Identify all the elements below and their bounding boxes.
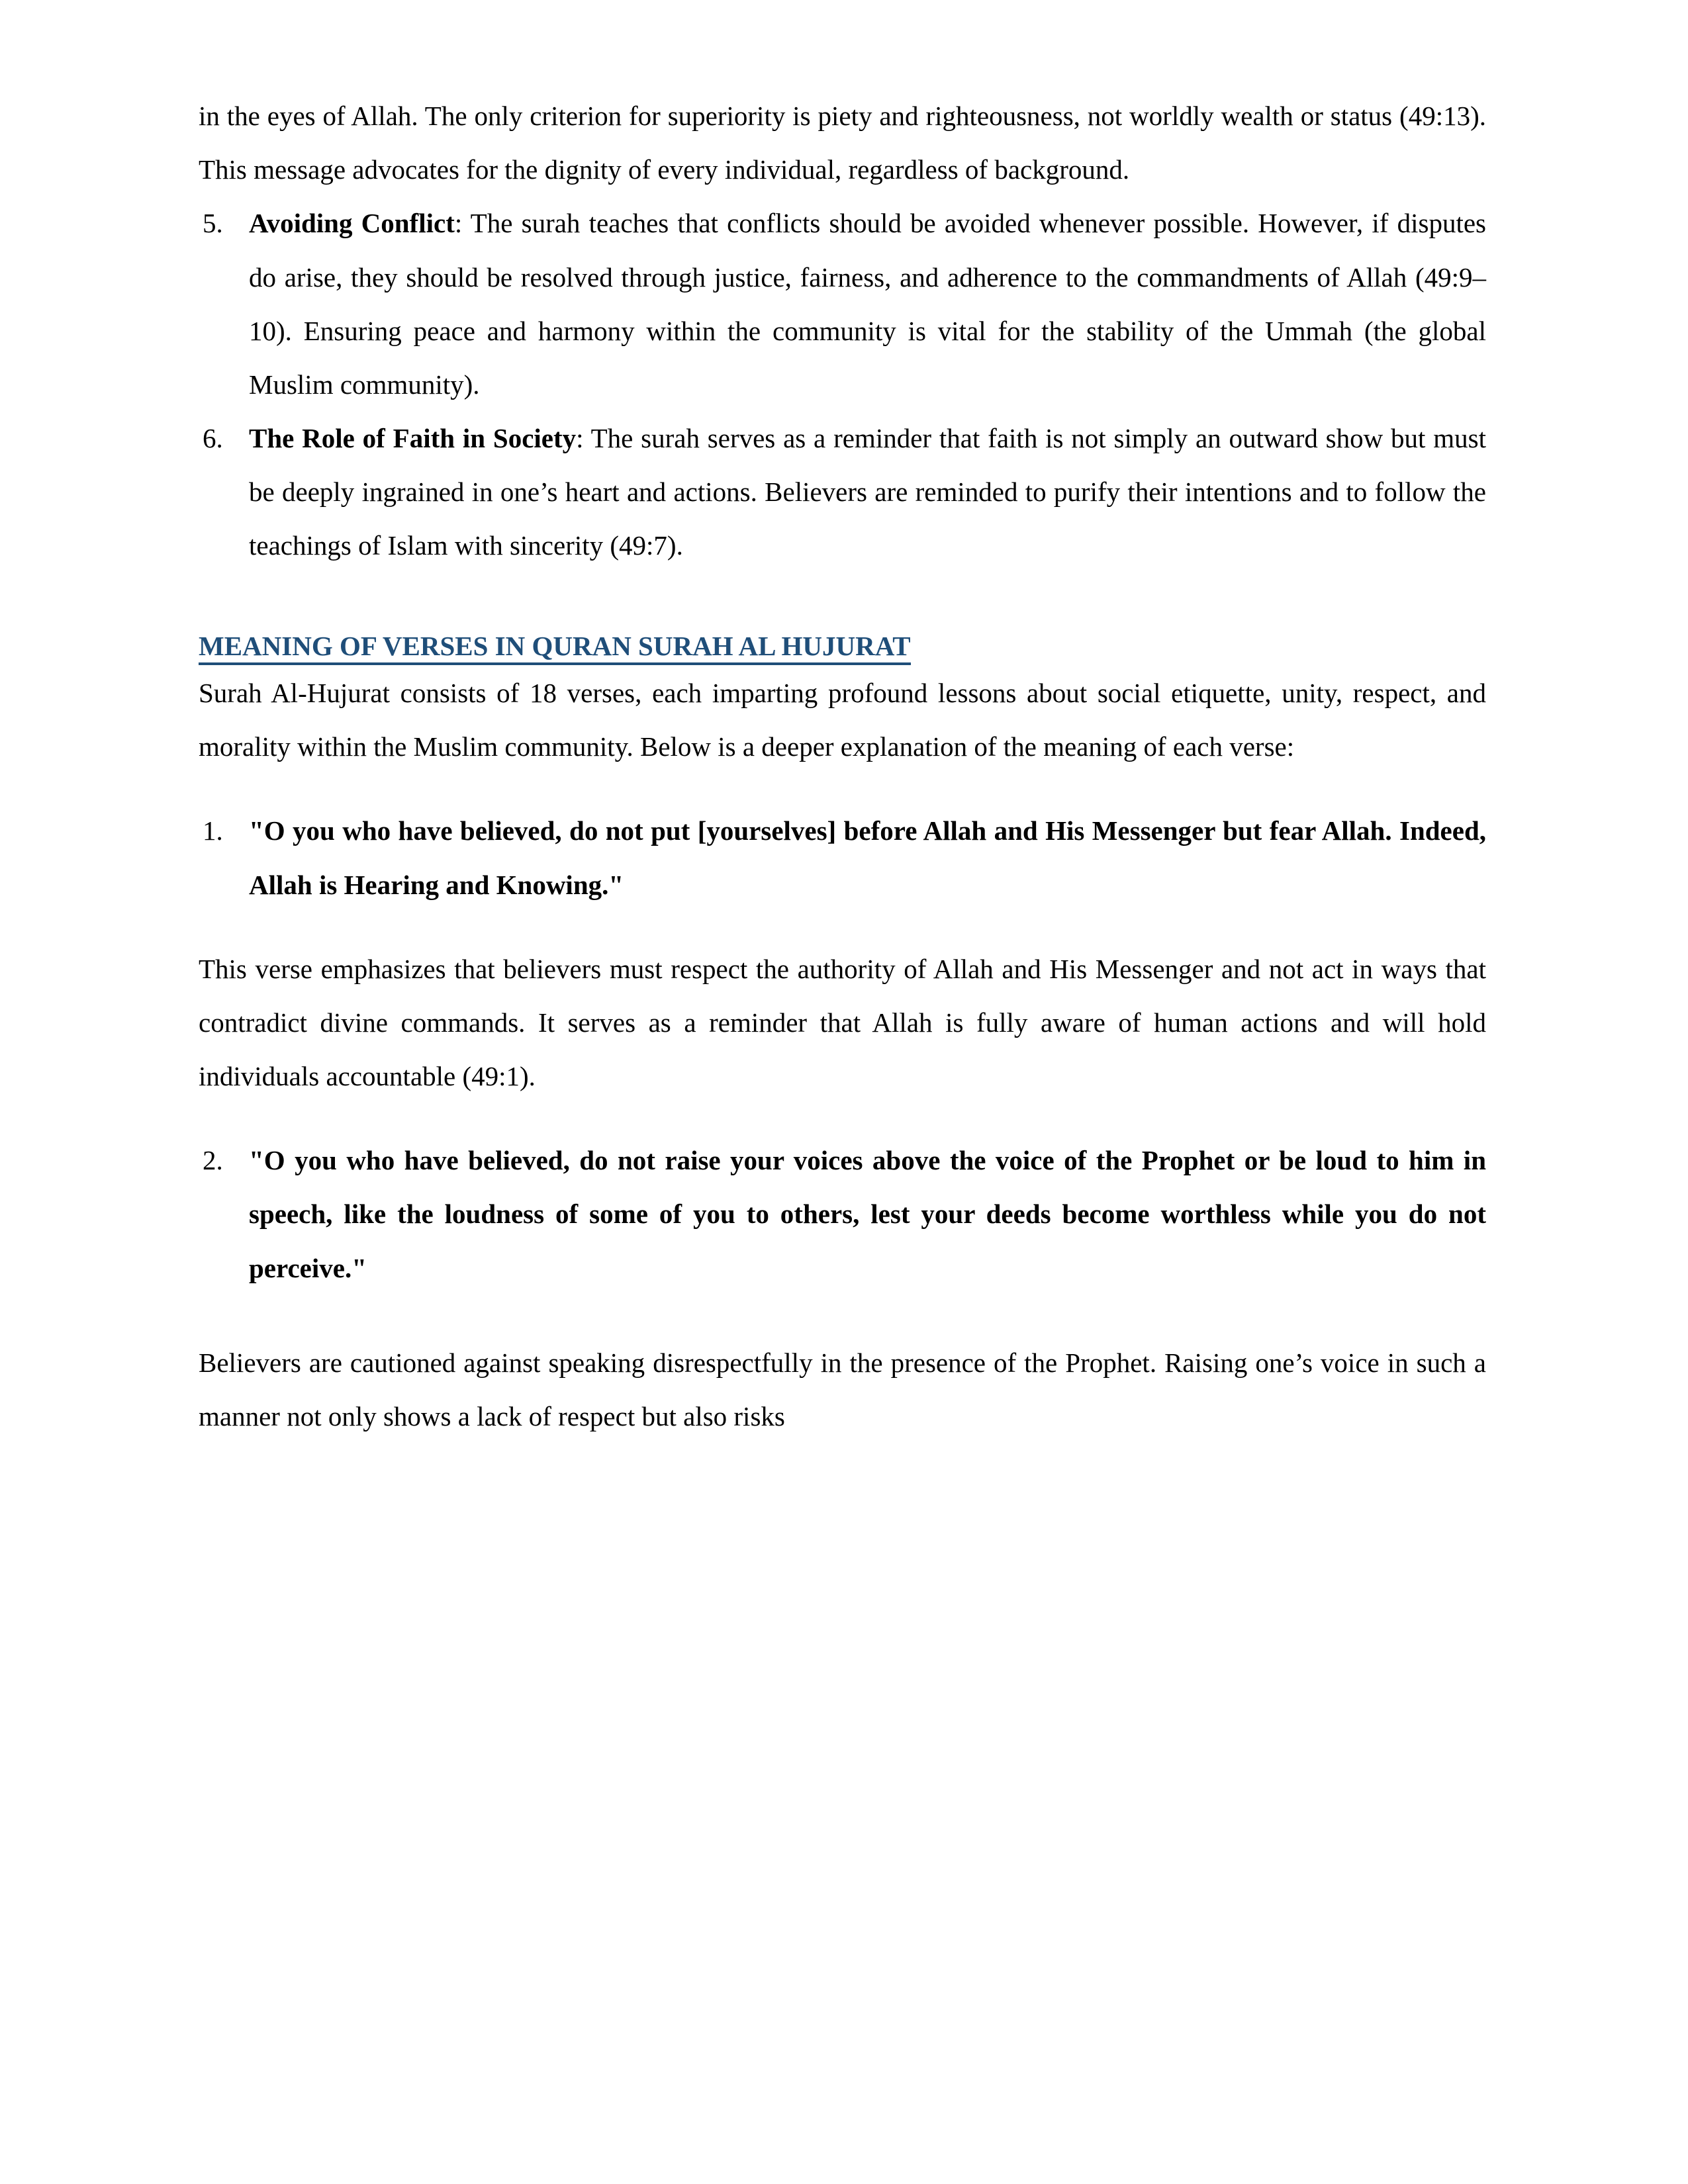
verse-quote: "O you who have believed, do not put [yourselves] before Allah and His Messenger but fear Allah. Indeed, Allah is Hearing and Knowing." — [249, 815, 1486, 900]
section-intro-paragraph: Surah Al-Hujurat consists of 18 verses, each imparting profound lessons about social etiquette, unity, respect, and morality within the Muslim community. Below is a deeper explanation of the meaning of each verse: — [199, 678, 1486, 762]
list-item-text: : The surah teaches that conflicts should be avoided whenever possible. However, if disputes do arise, they should be resolved through justice, fairness, and adherence to the commandments of Allah (49:9–10). Ensuring peace and harmony within the community is vital for the stability of the Ummah (the global Muslim community). — [249, 208, 1486, 400]
continuation-paragraph: in the eyes of Allah. The only criterion for superiority is piety and righteousness, not worldly wealth or status (49:13). This message advocates for the dignity of every individual, regardless of background. — [199, 101, 1486, 185]
spacer — [199, 774, 1486, 804]
list-item-marker: 6. — [203, 423, 223, 454]
spacer — [199, 1103, 1486, 1134]
verses-ordered-list-1 — [199, 804, 1486, 911]
document-body — [199, 89, 1486, 1443]
list-item-lead: Avoiding Conflict — [249, 208, 455, 239]
list-item — [199, 412, 1486, 573]
section-heading-text: MEANING OF VERSES IN QURAN SURAH AL HUJURAT — [199, 631, 911, 665]
spacer — [199, 573, 1486, 626]
verse-explanation: Believers are cautioned against speaking disrespectfully in the presence of the Prophet. Raising one’s voice in such a manner not only shows a lack of respect but also risks — [199, 1347, 1486, 1432]
list-item — [199, 804, 1486, 911]
verse-quote: "O you who have believed, do not raise your voices above the voice of the Prophet or be loud to him in speech, like the loudness of some of you to others, lest your deeds become worthless while you do not perceive." — [249, 1145, 1486, 1283]
list-item — [199, 197, 1486, 412]
list-item-marker: 5. — [203, 208, 223, 239]
list-item-marker: 2. — [203, 1145, 223, 1176]
list-item-lead: The Role of Faith in Society — [249, 423, 577, 454]
list-item — [199, 1134, 1486, 1295]
list-item-text: : The surah serves as a reminder that faith is not simply an outward show but must be deeply ingrained in one’s heart and actions. Believers are reminded to purify their intentions and to follow the teachings of Islam with sincerity (49:7). — [249, 423, 1487, 561]
themes-ordered-list — [199, 197, 1486, 572]
page-heading — [199, 626, 1486, 667]
verse-explanation: This verse emphasizes that believers must respect the authority of Allah and His Messenger and not act in ways that contradict divine commands. It serves as a reminder that Allah is fully aware of human actions and will hold individuals accountable (49:1). — [199, 953, 1486, 1092]
spacer — [199, 912, 1486, 942]
list-item-marker: 1. — [203, 815, 223, 846]
spacer — [199, 1295, 1486, 1336]
verses-ordered-list-2 — [199, 1134, 1486, 1295]
